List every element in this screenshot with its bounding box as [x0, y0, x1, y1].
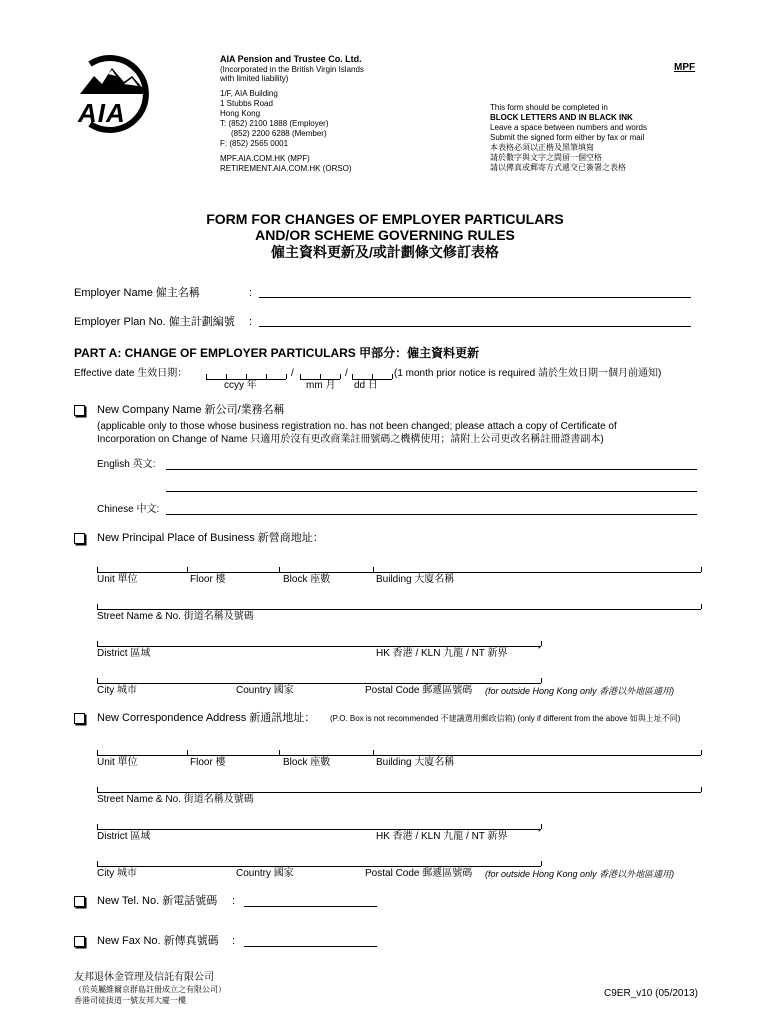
country-label: Country 國家 [236, 685, 294, 696]
region-asterisk: * [538, 646, 541, 653]
field-tick [97, 567, 98, 572]
part-a-heading: PART A: CHANGE OF EMPLOYER PARTICULARS 甲部分：僱主資料更新 [74, 346, 480, 360]
date-tick [246, 374, 247, 379]
floor-label: Floor 樓 [190, 574, 226, 585]
region-label: HK 香港 / KLN 九龍 / NT 新界 [376, 648, 508, 659]
city-label: City 城市 [97, 868, 137, 879]
city-label: City 城市 [97, 685, 137, 696]
correspondence-address-checkbox[interactable] [74, 713, 85, 724]
field-tick [187, 750, 188, 755]
field-tick [373, 750, 374, 755]
field-tick [97, 641, 98, 646]
building-label: Building 大廈名稱 [376, 757, 455, 768]
employer-plan-label: Employer Plan No. 僱主計劃編號 [74, 316, 235, 328]
date-tick [286, 374, 287, 379]
block-label: Block 座數 [283, 757, 331, 768]
date-tick [352, 374, 353, 379]
fax-checkbox[interactable] [74, 936, 85, 947]
date-tick [206, 374, 207, 379]
district-label: District 區域 [97, 831, 151, 842]
aia-logo [72, 52, 156, 136]
field-tick [97, 604, 98, 609]
city-country-postal-field[interactable] [97, 683, 541, 684]
building-label: Building 大廈名稱 [376, 574, 455, 585]
unit-label: Unit 單位 [97, 574, 138, 585]
fax-label: New Fax No. 新傳真號碼 [97, 935, 219, 947]
district-field[interactable] [97, 646, 541, 647]
date-tick [300, 374, 301, 379]
effective-date-field[interactable] [206, 370, 392, 380]
chinese-name-field[interactable] [166, 514, 697, 515]
logo-text: AIA [78, 98, 126, 128]
tel-checkbox[interactable] [74, 896, 85, 907]
postal-note: (for outside Hong Kong only 香港以外地區適用) [485, 869, 675, 879]
fax-number: F: (852) 2565 0001 [220, 139, 289, 148]
ccyy-label: ccyy 年 [224, 380, 257, 391]
date-tick [392, 374, 393, 379]
fax-colon: : [232, 935, 236, 947]
footer-company-cn: 友邦退休金管理及信託有限公司 [74, 972, 214, 983]
form-code: C9ER_v10 (05/2013) [604, 988, 698, 999]
company-name-note-1: (applicable only to those whose business registration no. has not been changed; please attach a copy of Certificate of [97, 421, 617, 432]
unit-floor-block-building-field[interactable] [97, 755, 701, 756]
tel-field[interactable] [244, 906, 377, 907]
field-tick [279, 750, 280, 755]
company-name-checkbox[interactable] [74, 405, 85, 416]
website-mpf: MPF.AIA.COM.HK (MPF) [220, 154, 310, 163]
date-tick [226, 374, 227, 379]
unit-label: Unit 單位 [97, 757, 138, 768]
field-tick [701, 787, 702, 792]
floor-label: Floor 樓 [190, 757, 226, 768]
company-name: AIA Pension and Trustee Co. Ltd. [220, 54, 362, 64]
website-orso: RETIREMENT.AIA.COM.HK (ORSO) [220, 164, 352, 173]
district-label: District 區域 [97, 648, 151, 659]
region-asterisk: * [538, 829, 541, 836]
field-tick [373, 567, 374, 572]
mpf-label: MPF [674, 62, 696, 73]
employer-name-label: Employer Name 僱主名稱 [74, 287, 200, 299]
date-tick [340, 374, 341, 379]
date-slash-2: / [345, 368, 348, 379]
address-line-1: 1/F, AIA Building [220, 89, 278, 98]
district-field[interactable] [97, 829, 541, 830]
field-tick [97, 787, 98, 792]
postal-note: (for outside Hong Kong only 香港以外地區適用) [485, 686, 675, 696]
tel-colon: : [232, 895, 236, 907]
footer-incorp-cn: （於英屬維爾京群島註冊成立之有限公司） [74, 985, 226, 994]
instruction-6: 請於數字與文字之間留一個空格 [490, 153, 602, 162]
postal-label: Postal Code 郵遞區號碼 [365, 685, 473, 696]
unit-floor-block-building-field[interactable] [97, 572, 701, 573]
footer-address-cn: 香港司徒拔道一號友邦大廈一樓 [74, 996, 186, 1005]
correspondence-address-label: New Correspondence Address 新通訊地址： [97, 712, 316, 724]
form-title-line-3: 僱主資料更新及/或計劃條文修訂表格 [271, 244, 499, 260]
effective-date-label: Effective date 生效日期： [74, 368, 188, 379]
tel-employer: T: (852) 2100 1888 (Employer) [220, 119, 329, 128]
address-line-3: Hong Kong [220, 109, 261, 118]
field-tick [97, 824, 98, 829]
tel-member: (852) 2200 6288 (Member) [231, 129, 327, 138]
business-address-label: New Principal Place of Business 新營商地址： [97, 532, 324, 544]
field-tick [97, 678, 98, 683]
english-name-field[interactable] [166, 469, 697, 470]
field-tick [541, 824, 542, 829]
form-title-line-2: AND/OR SCHEME GOVERNING RULES [255, 227, 515, 243]
field-tick [187, 567, 188, 572]
incorp-line-1: (Incorporated in the British Virgin Islands [220, 65, 364, 74]
region-label: HK 香港 / KLN 九龍 / NT 新界 [376, 831, 508, 842]
tel-label: New Tel. No. 新電話號碼 [97, 895, 218, 907]
correspondence-address-note: (P.O. Box is not recommended 不建議選用郵政信箱) (only if different from the above 如與上址不同) [330, 714, 681, 723]
street-field[interactable] [97, 792, 701, 793]
date-tick [372, 374, 373, 379]
mm-label: mm 月 [306, 380, 336, 391]
field-tick [97, 750, 98, 755]
country-label: Country 國家 [236, 868, 294, 879]
date-slash-1: / [291, 368, 294, 379]
english-name-field-2[interactable] [166, 491, 697, 492]
employer-plan-field[interactable] [259, 326, 691, 327]
incorp-line-2: with limited liability) [220, 74, 289, 83]
postal-label: Postal Code 郵遞區號碼 [365, 868, 473, 879]
instruction-2: BLOCK LETTERS AND IN BLACK INK [490, 113, 633, 122]
employer-plan-colon: : [249, 316, 253, 328]
field-tick [541, 678, 542, 683]
field-tick [701, 750, 702, 755]
instruction-5: 本表格必須以正楷及黑筆填寫 [490, 143, 594, 152]
date-tick [266, 374, 267, 379]
field-tick [701, 604, 702, 609]
block-label: Block 座數 [283, 574, 331, 585]
street-label: Street Name & No. 街道名稱及號碼 [97, 794, 254, 805]
street-field[interactable] [97, 609, 701, 610]
company-name-label: New Company Name 新公司/業務名稱 [97, 404, 285, 416]
form-title-line-1: FORM FOR CHANGES OF EMPLOYER PARTICULARS [206, 211, 564, 227]
business-address-checkbox[interactable] [74, 533, 85, 544]
street-label: Street Name & No. 街道名稱及號碼 [97, 611, 254, 622]
business-address-block [97, 563, 702, 713]
field-tick [97, 861, 98, 866]
instruction-4: Submit the signed form either by fax or mail [490, 133, 645, 142]
field-tick [541, 641, 542, 646]
notice-text: (1 month prior notice is required 請於生效日期一個月前通知) [394, 368, 662, 379]
company-name-note-2: Incorporation on Change of Name 只適用於沒有更改商業註冊號碼之機構使用；請附上公司更改名稱註冊證書副本) [97, 434, 604, 445]
correspondence-address-block [97, 746, 702, 896]
field-tick [701, 567, 702, 572]
instruction-1: This form should be completed in [490, 103, 608, 112]
english-label: English 英文: [97, 459, 156, 470]
instruction-3: Leave a space between numbers and words [490, 123, 647, 132]
employer-name-field[interactable] [259, 297, 691, 298]
field-tick [541, 861, 542, 866]
dd-label: dd 日 [354, 380, 378, 391]
field-tick [279, 567, 280, 572]
date-tick [320, 374, 321, 379]
instruction-7: 請以傳真或郵寄方式遞交已簽署之表格 [490, 163, 626, 172]
city-country-postal-field[interactable] [97, 866, 541, 867]
chinese-label: Chinese 中文: [97, 504, 160, 515]
fax-field[interactable] [244, 946, 377, 947]
address-line-2: 1 Stubbs Road [220, 99, 273, 108]
employer-name-colon: : [249, 287, 253, 299]
